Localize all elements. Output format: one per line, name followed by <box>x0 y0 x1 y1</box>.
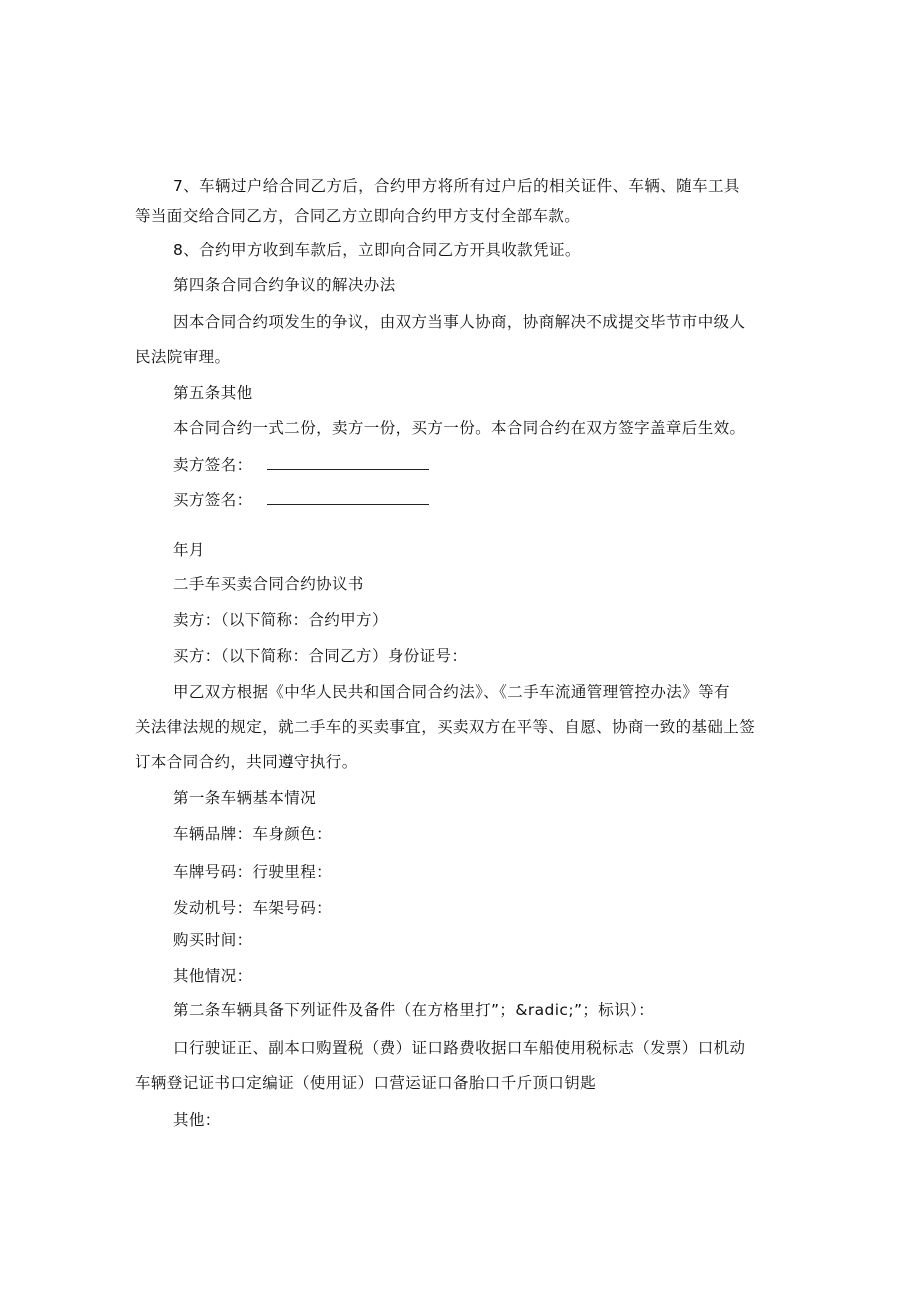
article-1-heading: 第一条车辆基本情况 <box>173 789 317 807</box>
purchase-time: 购买时间： <box>173 931 253 949</box>
seller-signature-label: 卖方签名： <box>173 456 253 474</box>
clause-7-line-1: 7、车辆过户给合同乙方后，合约甲方将所有过户后的相关证件、车辆、随车工具 <box>173 177 740 195</box>
documents-list-line-2: 车辆登记证书口定编证（使用证）口营运证口备胎口千斤顶口钥匙 <box>135 1074 597 1092</box>
article-4-line-1: 因本合同合约项发生的争议，由双方当事人协商，协商解决不成提交毕节市中级人 <box>173 313 746 331</box>
buyer-line: 买方：（以下简称：合同乙方）身份证号： <box>173 647 468 665</box>
contract-title: 二手车买卖合同合约协议书 <box>173 575 364 593</box>
seller-signature-line <box>267 455 429 470</box>
article-2-heading: 第二条车辆具备下列证件及备件（在方格里打”；&radic;”；标识）： <box>173 1001 655 1019</box>
clause-7-line-2: 等当面交给合同乙方，合同乙方立即向合约甲方支付全部车款。 <box>135 207 581 225</box>
other-situation: 其他情况： <box>173 967 253 985</box>
buyer-signature-row <box>173 490 429 510</box>
seller-signature-row <box>173 455 429 475</box>
documents-list-line-1: 口行驶证正、副本口购置税（费）证口路费收据口车船使用税标志（发票）口机动 <box>173 1039 746 1057</box>
clause-8: 8、合约甲方收到车款后，立即向合同乙方开具收款凭证。 <box>173 241 581 259</box>
seller-line: 卖方：（以下简称：合约甲方） <box>173 611 388 629</box>
article-4-heading: 第四条合同合约争议的解决办法 <box>173 276 396 294</box>
engine-frame-number: 发动机号：车架号码： <box>173 899 333 917</box>
preamble-line-1: 甲乙双方根据《中华人民共和国合同合约法》、《二手车流通管理管控办法》等有 <box>173 683 730 701</box>
preamble-line-3: 订本合同合约，共同遵守执行。 <box>135 753 358 771</box>
other-items: 其他： <box>173 1111 221 1129</box>
vehicle-brand-color: 车辆品牌：车身颜色： <box>173 825 333 843</box>
article-4-line-2: 民法院审理。 <box>135 348 231 366</box>
buyer-signature-line <box>267 490 429 505</box>
article-5-body: 本合同合约一式二份，卖方一份，买方一份。本合同合约在双方签字盖章后生效。 <box>173 419 746 437</box>
date-line: 年月 <box>173 541 205 559</box>
plate-mileage: 车牌号码：行驶里程： <box>173 863 333 881</box>
preamble-line-2: 关法律法规的规定，就二手车的买卖事宜，买卖双方在平等、自愿、协商一致的基础上签 <box>135 718 756 736</box>
buyer-signature-label: 买方签名： <box>173 491 253 509</box>
article-5-heading: 第五条其他 <box>173 384 253 402</box>
